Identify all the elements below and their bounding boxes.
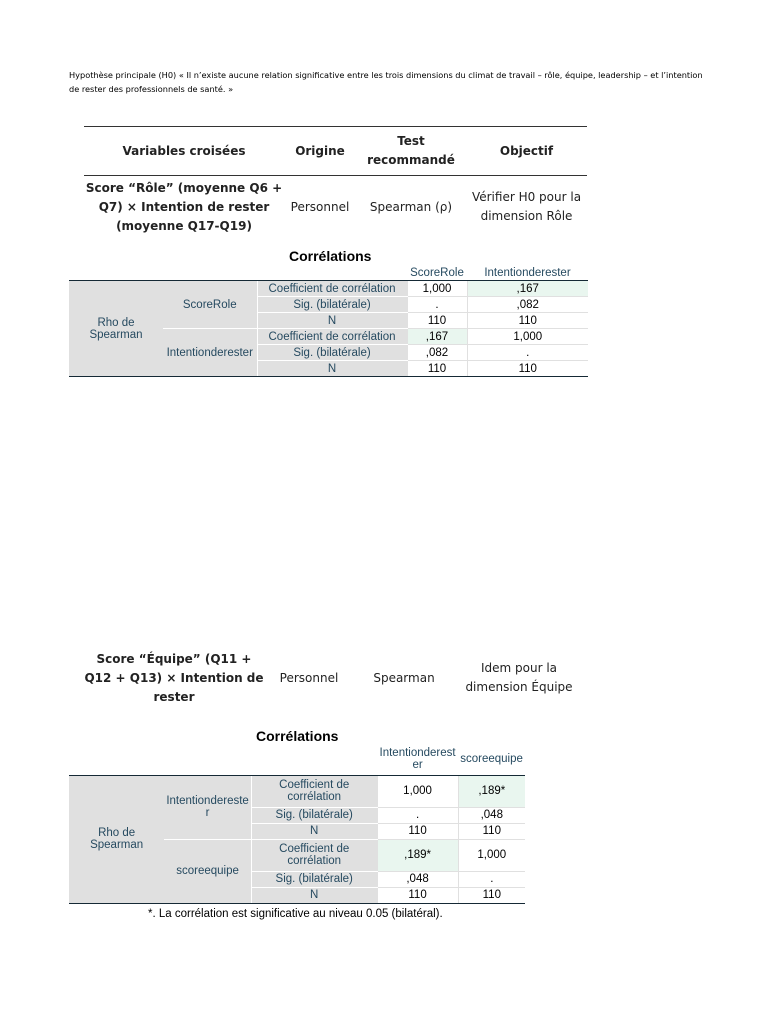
header-variables: Variables croisées: [122, 143, 246, 158]
cell-value: ,189*: [458, 775, 525, 807]
cell-objectif: Idem pour la dimension Équipe: [465, 661, 573, 694]
correlation-table-role: [69, 265, 588, 377]
cell-value: ,189*: [377, 839, 458, 871]
group-label: Rho de Spearman: [69, 281, 163, 377]
cell-value: 110: [467, 361, 588, 377]
corr-title-1: Corrélations: [289, 248, 372, 264]
row-stat: Sig. (bilatérale): [257, 345, 407, 361]
correlation-table-equipe: [69, 744, 525, 904]
method-table-header: [84, 126, 587, 176]
header-test: Test recommandé: [367, 134, 455, 167]
row-variable: ScoreRole: [163, 281, 257, 329]
cell-value: 1,000: [377, 775, 458, 807]
hypothesis-text: Hypothèse principale (H0) « Il n’existe aucune relation significative entre les trois dimensions du climat de travail – rôle, équipe, leadership – et l’intention de rester des professionnels de santé. »: [69, 70, 703, 94]
corr-title-2: Corrélations: [256, 728, 339, 744]
cell-variables: Score “Équipe” (Q11 + Q12 + Q13) × Intention de rester: [84, 651, 264, 704]
cell-variables: Score “Rôle” (moyenne Q6 + Q7) × Intention de rester (moyenne Q17-Q19): [85, 180, 283, 233]
row-stat: Sig. (bilatérale): [257, 297, 407, 313]
method-table-role: [84, 126, 587, 238]
cell-test: Spearman (ρ): [369, 199, 453, 214]
cell-value: ,167: [407, 329, 467, 345]
row-stat: Coefficient de corrélation: [251, 839, 377, 871]
cell-value: .: [467, 345, 588, 361]
row-stat: Coefficient de corrélation: [257, 281, 407, 297]
row-variable: Intentionderester: [164, 775, 251, 839]
method-table-row: [84, 651, 584, 704]
col-header: scoreequipe: [460, 753, 523, 766]
cell-value: 110: [458, 887, 525, 903]
cell-value: 1,000: [458, 839, 525, 871]
row-stat: Coefficient de corrélation: [251, 775, 377, 807]
col-header: Intentionderester: [484, 266, 571, 279]
cell-value: .: [407, 297, 467, 313]
cell-value: ,048: [458, 807, 525, 823]
group-label: Rho de Spearman: [69, 775, 164, 903]
row-stat: N: [251, 887, 377, 903]
cell-value: .: [458, 871, 525, 887]
row-stat: Sig. (bilatérale): [251, 807, 377, 823]
row-stat: N: [257, 313, 407, 329]
cell-value: 110: [377, 823, 458, 839]
cell-value: ,082: [467, 297, 588, 313]
cell-value: 1,000: [407, 281, 467, 297]
cell-value: ,048: [377, 871, 458, 887]
footnote: *. La corrélation est significative au niveau 0.05 (bilatéral).: [148, 908, 443, 920]
method-table-row: [84, 176, 587, 238]
cell-origine: Personnel: [290, 199, 350, 214]
cell-objectif: Vérifier H0 pour la dimension Rôle: [471, 190, 582, 223]
cell-value: 110: [407, 313, 467, 329]
cell-value: .: [377, 807, 458, 823]
cell-value: 110: [407, 361, 467, 377]
cell-value: 110: [467, 313, 588, 329]
row-stat: Sig. (bilatérale): [251, 871, 377, 887]
cell-value: ,082: [407, 345, 467, 361]
cell-value: 110: [458, 823, 525, 839]
header-objectif: Objectif: [499, 143, 554, 158]
row-stat: N: [257, 361, 407, 377]
col-header: Intentionderester: [379, 747, 456, 772]
header-origine: Origine: [295, 143, 345, 158]
row-stat: N: [251, 823, 377, 839]
row-stat: Coefficient de corrélation: [257, 329, 407, 345]
cell-origine: Personnel: [279, 670, 339, 685]
cell-value: ,167: [467, 281, 588, 297]
row-variable: scoreequipe: [164, 839, 251, 903]
row-variable: Intentionderester: [163, 329, 257, 377]
cell-value: 110: [377, 887, 458, 903]
cell-test: Spearman: [373, 670, 435, 685]
method-table-equipe: [84, 651, 584, 704]
cell-value: 1,000: [467, 329, 588, 345]
col-header: ScoreRole: [410, 266, 464, 279]
